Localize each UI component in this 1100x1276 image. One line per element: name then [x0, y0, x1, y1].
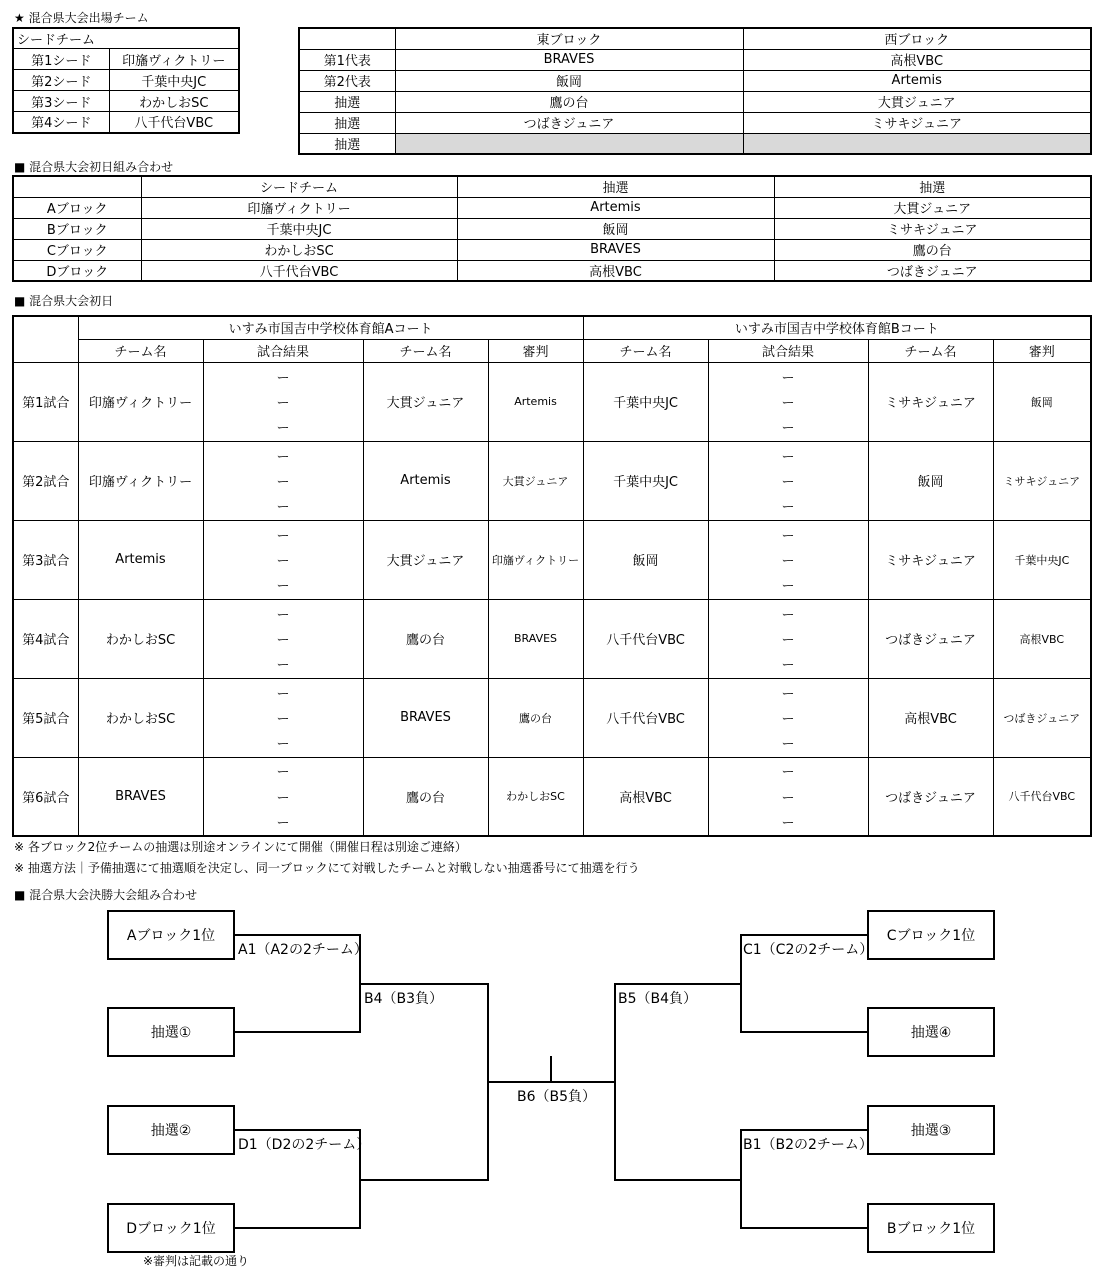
court-b-team-2: ミサキジュニア	[868, 362, 993, 441]
court-a-team-1: Artemis	[78, 520, 203, 599]
court-a-team-2: 鷹の台	[363, 599, 488, 678]
result-dash: ー	[276, 395, 290, 411]
west-team: ミサキジュニア	[743, 112, 1091, 133]
court-a-team-2: BRAVES	[363, 678, 488, 757]
court-a-team-1: わかしおSC	[78, 678, 203, 757]
bracket-draw-4: 抽選④	[867, 1007, 995, 1057]
bracket-draw-2: 抽選②	[107, 1105, 235, 1155]
section3-title: ■ 混合県大会初日	[14, 294, 114, 308]
bracket-draw-1: 抽選①	[107, 1007, 235, 1057]
west-team: 高根VBC	[743, 49, 1091, 70]
seed-team: わかしおSC	[109, 91, 239, 112]
result-dash: ー	[276, 765, 290, 781]
match-label-b5: B5（B4負）	[618, 991, 698, 1007]
east-team: つばきジュニア	[395, 112, 743, 133]
west-team: 大貫ジュニア	[743, 91, 1091, 112]
bracket-b-block-first: Bブロック1位	[867, 1203, 995, 1253]
court-b-team-2: 飯岡	[868, 441, 993, 520]
group-draw1: 飯岡	[457, 218, 774, 239]
block-label: Cブロック	[13, 239, 141, 260]
court-b-team-2: 高根VBC	[868, 678, 993, 757]
court-b-team-2: つばきジュニア	[868, 599, 993, 678]
result-dash: ー	[276, 632, 290, 648]
court-a-referee: 印旛ヴィクトリー	[488, 520, 583, 599]
result-dash: ー	[781, 711, 795, 727]
match-label: 第5試合	[13, 678, 78, 757]
rep-label: 第1代表	[299, 49, 395, 70]
result-dash: ー	[781, 790, 795, 806]
group-draw2: 大貫ジュニア	[774, 197, 1091, 218]
court-b-team-2: ミサキジュニア	[868, 520, 993, 599]
match-label-b4: B4（B3負）	[364, 991, 444, 1007]
group-draw1: BRAVES	[457, 239, 774, 260]
col-referee: 審判	[993, 339, 1091, 362]
match-label-c1: C1（C2の2チーム）	[743, 942, 874, 958]
match-label: 第1試合	[13, 362, 78, 441]
groups-header-seed: シードチーム	[141, 176, 457, 197]
result-dash: ー	[276, 607, 290, 623]
court-b-team-1: 八千代台VBC	[583, 678, 708, 757]
result-dash: ー	[276, 686, 290, 702]
match-label-a1: A1（A2の2チーム）	[238, 942, 368, 958]
col-team: チーム名	[868, 339, 993, 362]
court-a-referee: Artemis	[488, 362, 583, 441]
block-label: Bブロック	[13, 218, 141, 239]
court-a-team-2: 鷹の台	[363, 757, 488, 836]
group-seed: わかしおSC	[141, 239, 457, 260]
match-label: 第2試合	[13, 441, 78, 520]
east-team: 鷹の台	[395, 91, 743, 112]
court-a-team-1: わかしおSC	[78, 599, 203, 678]
group-draw1: 高根VBC	[457, 260, 774, 281]
court-b-referee: 千葉中央JC	[993, 520, 1091, 599]
result-dash: ー	[276, 500, 290, 516]
result-dash: ー	[276, 370, 290, 386]
match-label: 第4試合	[13, 599, 78, 678]
section4-title: ■ 混合県大会決勝大会組み合わせ	[14, 888, 198, 902]
court-a-team-1: 印旛ヴィクトリー	[78, 441, 203, 520]
seed-label: 第3シード	[13, 91, 109, 112]
result-dash: ー	[781, 686, 795, 702]
result-dash: ー	[276, 816, 290, 832]
court-b-referee: 飯岡	[993, 362, 1091, 441]
seed-header: シードチーム	[13, 28, 239, 49]
match-label-b6: B6（B5負）	[517, 1089, 597, 1105]
referee-footnote: ※審判は記載の通り	[143, 1254, 250, 1268]
group-seed: 千葉中央JC	[141, 218, 457, 239]
east-block-header: 東ブロック	[395, 28, 743, 49]
block-label: Aブロック	[13, 197, 141, 218]
rep-label: 抽選	[299, 91, 395, 112]
groups-header-draw: 抽選	[457, 176, 774, 197]
seed-team: 千葉中央JC	[109, 70, 239, 91]
group-draw2: つばきジュニア	[774, 260, 1091, 281]
court-a-team-1: 印旛ヴィクトリー	[78, 362, 203, 441]
court-b-header: いすみ市国吉中学校体育館Bコート	[583, 316, 1091, 339]
rep-label: 抽選	[299, 133, 395, 154]
rep-label: 第2代表	[299, 70, 395, 91]
col-team: チーム名	[363, 339, 488, 362]
note-1: ※ 各ブロック2位チームの抽選は別途オンラインにて開催（開催日程は別途ご連絡）	[14, 840, 467, 854]
match-label-d1: D1（D2の2チーム）	[238, 1137, 371, 1153]
result-dash: ー	[781, 632, 795, 648]
group-draw2: ミサキジュニア	[774, 218, 1091, 239]
group-draw2: 鷹の台	[774, 239, 1091, 260]
col-result: 試合結果	[708, 339, 868, 362]
col-result: 試合結果	[203, 339, 363, 362]
result-dash: ー	[276, 711, 290, 727]
group-seed: 八千代台VBC	[141, 260, 457, 281]
result-dash: ー	[276, 553, 290, 569]
bracket-d-block-first: Dブロック1位	[107, 1203, 235, 1253]
result-dash: ー	[781, 449, 795, 465]
east-team: 飯岡	[395, 70, 743, 91]
result-dash: ー	[781, 500, 795, 516]
court-a-referee: 大貫ジュニア	[488, 441, 583, 520]
result-dash: ー	[781, 528, 795, 544]
court-b-team-1: 飯岡	[583, 520, 708, 599]
result-dash: ー	[781, 370, 795, 386]
result-dash: ー	[276, 528, 290, 544]
seed-label: 第4シード	[13, 112, 109, 133]
group-seed: 印旛ヴィクトリー	[141, 197, 457, 218]
match-label: 第6試合	[13, 757, 78, 836]
block-label: Dブロック	[13, 260, 141, 281]
result-dash: ー	[276, 790, 290, 806]
result-dash: ー	[276, 449, 290, 465]
result-dash: ー	[781, 765, 795, 781]
group-draw1: Artemis	[457, 197, 774, 218]
bracket-a-block-first: Aブロック1位	[107, 910, 235, 960]
match-label: 第3試合	[13, 520, 78, 599]
court-a-team-2: 大貫ジュニア	[363, 520, 488, 599]
seed-label: 第1シード	[13, 49, 109, 70]
court-a-referee: わかしおSC	[488, 757, 583, 836]
result-dash: ー	[276, 658, 290, 674]
court-b-referee: 高根VBC	[993, 599, 1091, 678]
seed-team: 印旛ヴィクトリー	[109, 49, 239, 70]
match-label-b1: B1（B2の2チーム）	[743, 1137, 873, 1153]
result-dash: ー	[781, 395, 795, 411]
court-a-header: いすみ市国吉中学校体育館Aコート	[78, 316, 583, 339]
court-b-team-1: 千葉中央JC	[583, 441, 708, 520]
section2-title: ■ 混合県大会初日組み合わせ	[14, 160, 174, 174]
seed-label: 第2シード	[13, 70, 109, 91]
result-dash: ー	[781, 553, 795, 569]
bracket-c-block-first: Cブロック1位	[867, 910, 995, 960]
result-dash: ー	[276, 737, 290, 753]
west-team: Artemis	[743, 70, 1091, 91]
bracket-draw-3: 抽選③	[867, 1105, 995, 1155]
col-referee: 審判	[488, 339, 583, 362]
court-a-team-2: 大貫ジュニア	[363, 362, 488, 441]
rep-label: 抽選	[299, 112, 395, 133]
result-dash: ー	[276, 474, 290, 490]
seed-team: 八千代台VBC	[109, 112, 239, 133]
result-dash: ー	[781, 474, 795, 490]
result-dash: ー	[276, 421, 290, 437]
result-dash: ー	[781, 607, 795, 623]
court-a-team-1: BRAVES	[78, 757, 203, 836]
court-b-team-2: つばきジュニア	[868, 757, 993, 836]
court-b-team-1: 八千代台VBC	[583, 599, 708, 678]
result-dash: ー	[276, 579, 290, 595]
west-block-header: 西ブロック	[743, 28, 1091, 49]
result-dash: ー	[781, 579, 795, 595]
note-2: ※ 抽選方法｜予備抽選にて抽選順を決定し、同一ブロックにて対戦したチームと対戦しない抽選番号にて抽選を行う	[14, 861, 640, 875]
groups-header-draw: 抽選	[774, 176, 1091, 197]
result-dash: ー	[781, 816, 795, 832]
east-team: BRAVES	[395, 49, 743, 70]
court-b-referee: 八千代台VBC	[993, 757, 1091, 836]
result-dash: ー	[781, 421, 795, 437]
court-b-team-1: 高根VBC	[583, 757, 708, 836]
court-a-team-2: Artemis	[363, 441, 488, 520]
col-team: チーム名	[583, 339, 708, 362]
result-dash: ー	[781, 658, 795, 674]
court-b-referee: つばきジュニア	[993, 678, 1091, 757]
court-a-referee: 鷹の台	[488, 678, 583, 757]
court-b-referee: ミサキジュニア	[993, 441, 1091, 520]
court-a-referee: BRAVES	[488, 599, 583, 678]
section1-title: ★ 混合県大会出場チーム	[14, 11, 149, 25]
court-b-team-1: 千葉中央JC	[583, 362, 708, 441]
result-dash: ー	[781, 737, 795, 753]
col-team: チーム名	[78, 339, 203, 362]
